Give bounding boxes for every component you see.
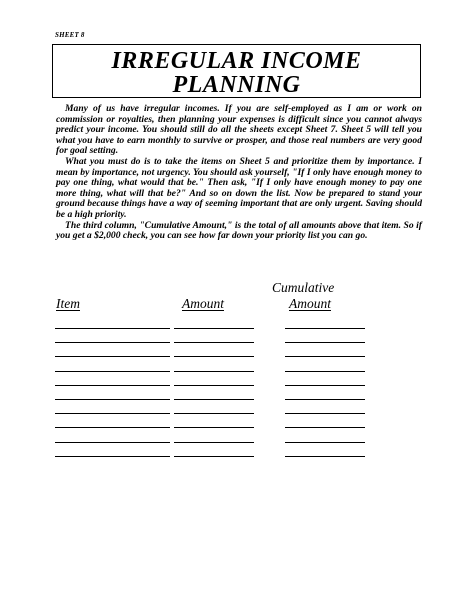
amount-blank-line xyxy=(174,328,254,329)
amount-blank-line xyxy=(174,371,254,372)
amount-blank-line xyxy=(174,399,254,400)
amount-blank-line xyxy=(174,356,254,357)
amount-blank-line xyxy=(174,342,254,343)
sheet-label: SHEET 8 xyxy=(55,31,85,39)
item-blank-line xyxy=(55,442,170,443)
item-blank-line xyxy=(55,356,170,357)
cumulative-blank-line xyxy=(285,385,365,386)
cumulative-blank-line xyxy=(285,413,365,414)
amount-blank-line xyxy=(174,427,254,428)
cumulative-blank-line xyxy=(285,427,365,428)
item-blank-line xyxy=(55,456,170,457)
amount-blank-line xyxy=(174,385,254,386)
column-header-cumulative: Cumulative xyxy=(272,280,335,295)
column-header-cumulative-amount: Amount xyxy=(289,296,331,311)
item-blank-line xyxy=(55,427,170,428)
cumulative-blank-line xyxy=(285,356,365,357)
item-blank-line xyxy=(55,371,170,372)
column-header-amount: Amount xyxy=(182,296,224,311)
amount-blank-line xyxy=(174,456,254,457)
item-blank-line xyxy=(55,399,170,400)
amount-blank-line xyxy=(174,413,254,414)
paragraph-intro: Many of us have irregular incomes. If you are self-employed as I am or work on commission or royalties, then planning your expenses is difficult since you cannot always predict your income. You should still do all the sheets except Sheet 7. Sheet 5 will tell you what you have to earn monthly to survive or prosper, and those real numbers are very good for goal setting. xyxy=(56,103,422,157)
cumulative-blank-line xyxy=(285,342,365,343)
body-text xyxy=(56,104,422,242)
title-line-2: PLANNING xyxy=(172,72,301,98)
column-header-item: Item xyxy=(56,296,80,311)
cumulative-blank-line xyxy=(285,371,365,372)
item-blank-line xyxy=(55,342,170,343)
cumulative-blank-line xyxy=(285,442,365,443)
cumulative-blank-line xyxy=(285,456,365,457)
item-blank-line xyxy=(55,385,170,386)
paragraph-cumulative: The third column, "Cumulative Amount," is the total of all amounts above that item. So if you get a $2,000 check, you can see how far down your priority list you can go. xyxy=(56,219,422,242)
title-line-1: IRREGULAR INCOME xyxy=(111,48,362,74)
item-blank-line xyxy=(55,328,170,329)
cumulative-blank-line xyxy=(285,328,365,329)
paragraph-prioritize: What you must do is to take the items on Sheet 5 and prioritize them by importance. I mean by importance, not urgency. You should ask yourself, "If I only have enough money to pay one thing, what would that be." Then ask, "If I only have enough money to pay one more thing, what will that be?" And so on down the list. Now be prepared to stand your ground because things have a way of seeming important that are only urgent. Saving should be a high priority. xyxy=(56,155,422,220)
item-blank-line xyxy=(55,413,170,414)
amount-blank-line xyxy=(174,442,254,443)
title-box xyxy=(52,44,421,98)
cumulative-blank-line xyxy=(285,399,365,400)
